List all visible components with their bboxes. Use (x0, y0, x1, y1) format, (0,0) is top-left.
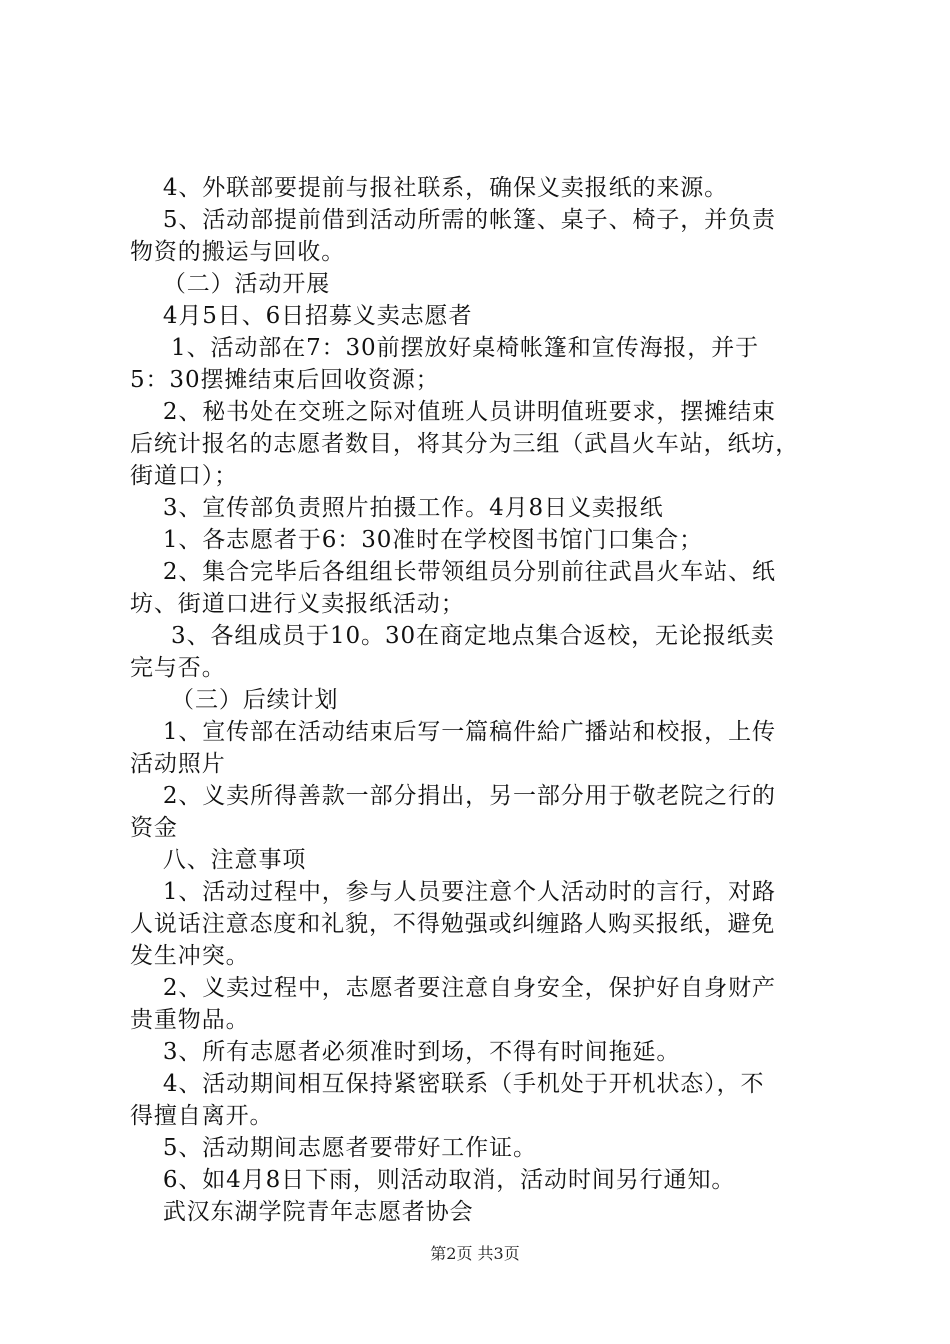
page-number-footer: 第2页 共3页 (430, 1244, 520, 1263)
text-line: 3、所有志愿者必须准时到场，不得有时间拖延。 (130, 1039, 681, 1065)
signature-line: 武汉东湖学院青年志愿者协会 (130, 1199, 474, 1225)
section-heading: （二）活动开展 (130, 271, 331, 297)
text-line: 3、各组成员于10。30在商定地点集合返校，无论报纸卖 (130, 623, 775, 649)
text-line: 4、活动期间相互保持紧密联系（手机处于开机状态），不 (130, 1071, 765, 1097)
text-line: 5、活动期间志愿者要带好工作证。 (130, 1135, 537, 1161)
section-heading: 八、注意事项 (130, 847, 307, 873)
text-line: 后统计报名的志愿者数目，将其分为三组（武昌火车站，纸坊， (130, 431, 800, 457)
text-line: 2、秘书处在交班之际对值班人员讲明值班要求，摆摊结束 (130, 399, 776, 425)
text-line: 1、活动部在7：30前摆放好桌椅帐篷和宣传海报，并于 (130, 335, 759, 361)
text-line: 2、义卖过程中，志愿者要注意自身安全，保护好自身财产 (130, 975, 776, 1001)
text-line: 活动照片 (130, 751, 226, 777)
section-heading: （三）后续计划 (130, 687, 339, 713)
text-line: 2、集合完毕后各组组长带领组员分别前往武昌火车站、纸 (130, 559, 776, 585)
text-line: 资金 (130, 815, 178, 841)
text-line: 2、义卖所得善款一部分捐出，另一部分用于敬老院之行的 (130, 783, 776, 809)
text-line: 5、活动部提前借到活动所需的帐篷、桌子、椅子，并负责 (130, 207, 776, 233)
text-line: 贵重物品。 (130, 1007, 250, 1033)
text-line: 街道口）； (130, 463, 238, 489)
text-line: 6、如4月8日下雨，则活动取消，活动时间另行通知。 (130, 1167, 736, 1193)
text-line: 1、宣传部在活动结束后写一篇稿件給广播站和校报，上传 (130, 719, 776, 745)
text-line: 3、宣传部负责照片拍摄工作。4月8日义卖报纸 (130, 495, 664, 521)
text-line: 发生冲突。 (130, 943, 250, 969)
text-line: 5：30摆摊结束后回收资源； (130, 367, 440, 393)
text-line: 完与否。 (130, 655, 226, 681)
text-line: 人说话注意态度和礼貌，不得勉强或纠缠路人购买报纸，避免 (130, 911, 776, 937)
text-line: 4月5日、6日招募义卖志愿者 (130, 303, 473, 329)
text-line: 坊、街道口进行义卖报纸活动； (130, 591, 465, 617)
document-body (130, 172, 835, 1228)
text-line: 1、各志愿者于6：30准时在学校图书馆门口集合； (130, 527, 703, 553)
text-line: 4、外联部要提前与报社联系，确保义卖报纸的来源。 (130, 175, 729, 201)
text-line: 得擅自离开。 (130, 1103, 274, 1129)
text-line: 1、活动过程中，参与人员要注意个人活动时的言行，对路 (130, 879, 776, 905)
text-line: 物资的搬运与回收。 (130, 239, 346, 265)
